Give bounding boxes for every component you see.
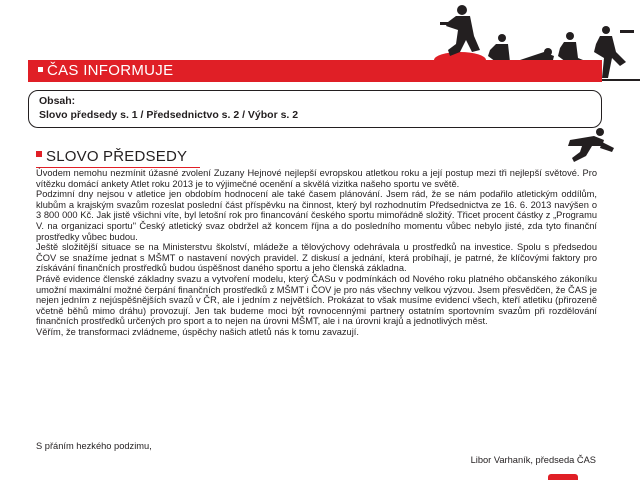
closing-line: S přáním hezkého podzimu,: [36, 441, 152, 451]
red-bullet-icon: [36, 151, 42, 157]
bullet-square-icon: [38, 67, 43, 72]
signature-line: Libor Varhaník, předseda ČAS: [470, 455, 596, 465]
section-heading-text: SLOVO PŘEDSEDY: [46, 148, 188, 165]
table-of-contents-box: [28, 90, 602, 128]
page-corner-mark: [548, 474, 578, 480]
athlete-silhouettes-illustration: [420, 0, 640, 100]
article-paragraph: Právě evidence členské základny svazu a vytvoření modelu, který ČASu v podmínkách od Nového roku platného občanského zákoníku umožní maximální možné čerpání finančních prostředků z MŠMT i ČOV je pro nás všechny velkou výzvou. Jsem přesvědčen, že ČAS je nejen jedním z nejúspěšnějších svazů v ČR, ale i jedním z největších. Prokázat to však musíme evidencí všech, kteří atletiku (přirozeně včetně běhů mimo dráhu) provozují. Jen tak budeme moci být rovnocennými partnery ostatním sportovním svazům při rozdělování finančních prostředků určených pro sport a to nejen na úrovni MŠMT, ale i na úrovni krajů a jednotlivých měst.: [36, 273, 597, 327]
contents-items: Slovo předsedy s. 1 / Předsednictvo s. 2 / Výbor s. 2: [39, 109, 299, 121]
contents-label: Obsah:: [39, 95, 76, 107]
sprinter-silhouette-icon: [560, 126, 620, 166]
article-paragraph: Podzimní dny nejsou v atletice jen obdobím hodnocení ale také časem plánování. Jsem rád, že se nám podařilo atletickým oddílům, klubům a krajským svazům rozeslat poslední část příspěvku na činnost, který byl rozhodnutím Předsednictva ze 16. 6. 2013 navýšen o 3 800 000 Kč. Jak jistě všichni víte, byl letošní rok pro financování českého sportu mimořádně složitý. Třicet procent částky z „Programu V. na organizaci sportu" Český atletický svaz obdržel až koncem října a do posledního momentu vůbec nebylo jisté, zda tyto finanční prostředky vůbec budou.: [36, 189, 597, 242]
article-paragraph: Úvodem nemohu nezmínit úžasné zvolení Zuzany Hejnové nejlepší evropskou atletkou roku a její postup mezi tři nejlepší světové. Pro vítězku domácí ankety Atlet roku 2013 je to výjimečné ocenění a skvělá vizitka našeho sportu ve světě.: [36, 168, 597, 189]
article-paragraph: Věřím, že transformaci zvládneme, úspěchy našich atletů nás k tomu zavazují.: [36, 326, 359, 337]
article-paragraph: Ještě složitější situace se na Ministerstvu školství, mládeže a tělovýchovy odehrávala u prostředků na investice. Spolu s předsedou ČOV se snažíme jednat s MŠMT o nastavení nových pravidel. Z diskusí a jednání, která probíhají, je patrné, že klíčovými faktory pro získávání finančních prostředků budou úspěšnost daného sportu a jeho členská základna.: [36, 242, 597, 274]
article-body: [36, 168, 597, 338]
newsletter-title-text: ČAS INFORMUJE: [47, 62, 174, 79]
section-heading: [36, 148, 187, 166]
newsletter-title: [38, 61, 173, 81]
